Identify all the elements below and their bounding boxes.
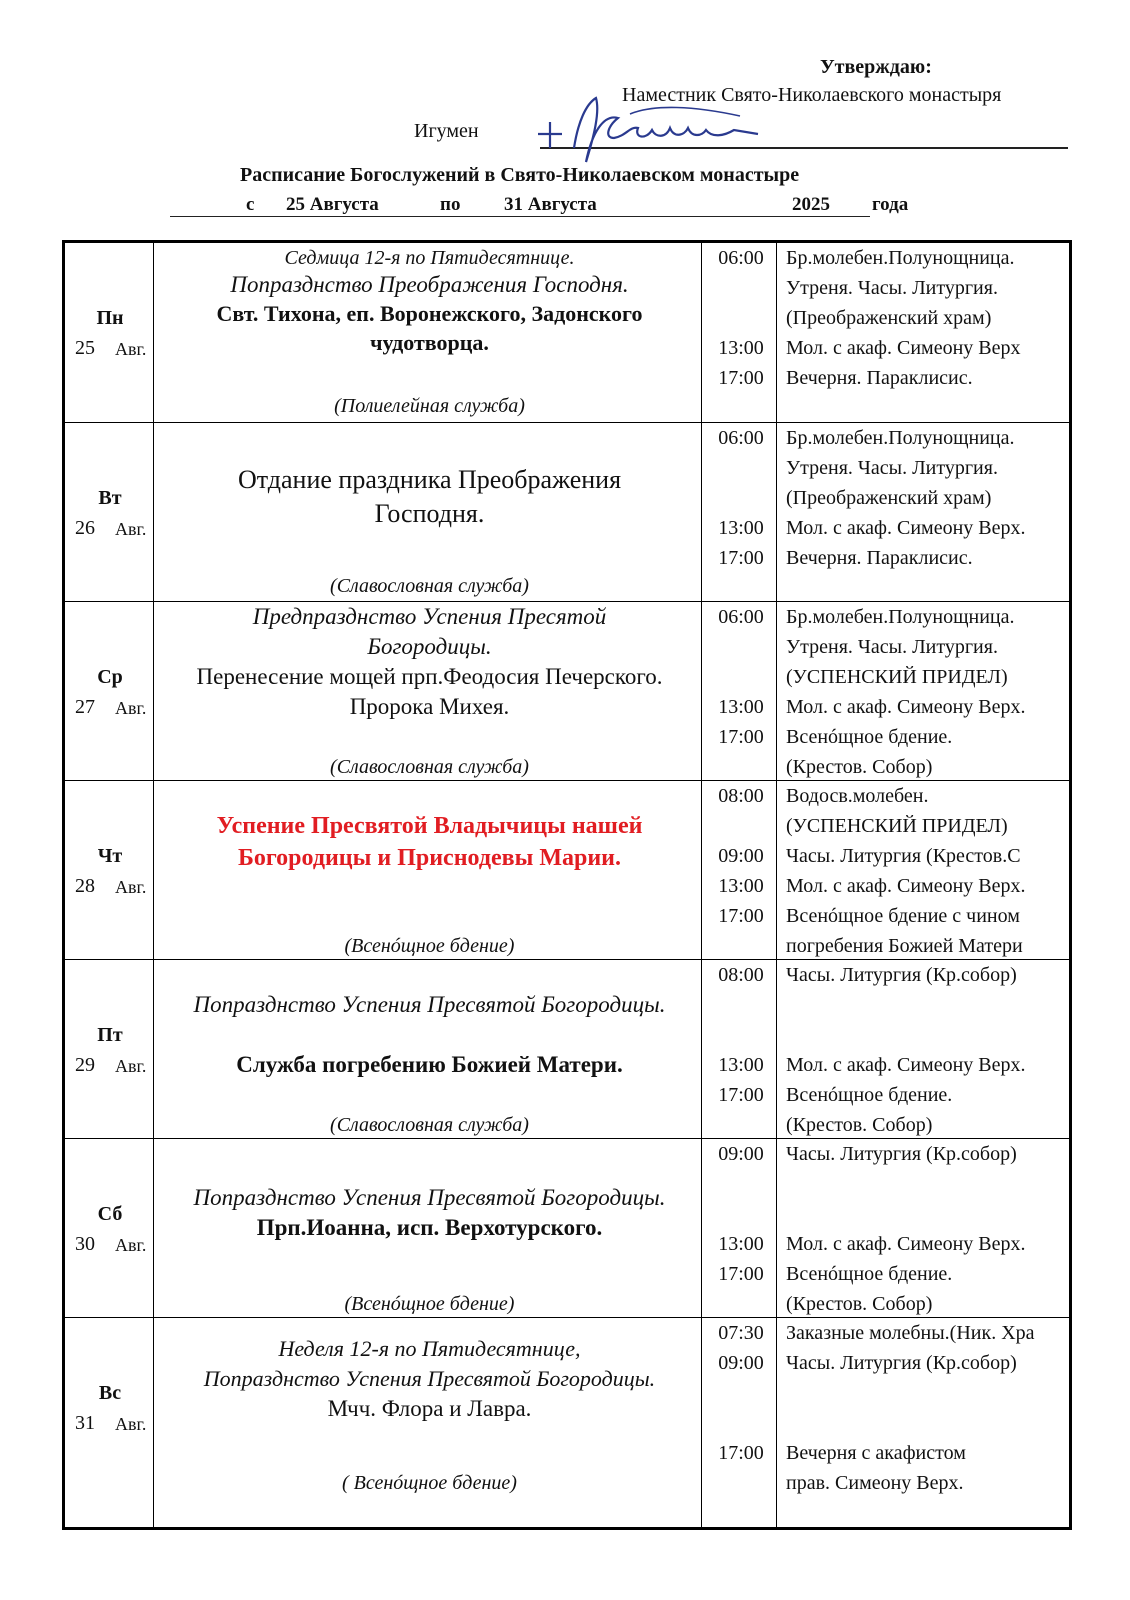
service-item: Вечерня с акафистом [786, 1442, 966, 1464]
feast-line: Предпразднство Успения Пресятой [252, 604, 607, 629]
feast-line: Перенесение мощей прп.Феодосия Печерского. [196, 664, 663, 689]
day-number: 28 [75, 875, 95, 897]
service-time: 06:00 [718, 606, 764, 628]
period-to-label: по [440, 194, 461, 215]
feast-line: Богородицы и Приснодевы Марии. [238, 845, 621, 871]
service-item: Утреня. Часы. Литургия. [786, 277, 998, 299]
service-item: Мол. с акаф. Симеону Верх. [786, 1054, 1026, 1076]
weekday: Пн [96, 307, 124, 329]
feast-line: чудотворца. [370, 330, 489, 355]
approve-heading: Утверждаю: [820, 56, 932, 78]
service-item: Заказные молебны.(Ник. Хра [786, 1322, 1035, 1344]
feast-description [157, 423, 702, 606]
feast-line: Успение Пресвятой Владычицы нашей [216, 813, 643, 839]
day-cell [65, 423, 155, 606]
period-from-label: с [246, 194, 255, 215]
period-year-label: года [872, 194, 909, 215]
services-cell [780, 602, 1069, 785]
service-time: 09:00 [718, 1352, 764, 1374]
period-year: 2025 [792, 194, 830, 215]
service-item: Бр.молебен.Полунощница. [786, 247, 1015, 269]
table-row [65, 1317, 1069, 1528]
services-cell [780, 423, 1069, 606]
service-item: (Крестов. Собор) [786, 1114, 933, 1136]
service-item: Часы. Литургия (Кр.собор) [786, 1143, 1017, 1165]
service-time: 13:00 [718, 696, 764, 718]
service-item: Утреня. Часы. Литургия. [786, 636, 998, 658]
feast-description [157, 243, 702, 426]
weekday: Пт [97, 1024, 123, 1046]
service-time: 06:00 [718, 427, 764, 449]
services-cell [780, 960, 1069, 1143]
weekday: Вт [98, 487, 122, 509]
table-row [65, 1138, 1069, 1322]
feast-description [157, 1318, 702, 1528]
service-time: 17:00 [718, 726, 764, 748]
feast-description [157, 781, 702, 964]
service-time: 08:00 [718, 785, 764, 807]
day-number: 31 [75, 1412, 95, 1434]
table-row [65, 780, 1069, 964]
services-cell [780, 243, 1069, 426]
table-row [65, 959, 1069, 1143]
service-item: Часы. Литургия (Кр.собор) [786, 1352, 1017, 1374]
service-type: (Всенóщное бдение) [344, 1293, 515, 1315]
service-time: 09:00 [718, 1143, 764, 1165]
service-type: ( Всенóщное бдение) [342, 1472, 517, 1494]
day-month: Авг. [115, 1056, 147, 1076]
times-cell [704, 243, 778, 426]
day-number: 25 [75, 337, 95, 359]
service-time: 07:30 [718, 1322, 764, 1344]
service-time: 06:00 [718, 247, 764, 269]
day-cell [65, 243, 155, 426]
day-month: Авг. [115, 1235, 147, 1255]
table-row [65, 422, 1069, 606]
feast-line: Попразднство Успения Пресвятой Богородицы. [203, 1366, 656, 1391]
weekday: Вс [98, 1382, 122, 1404]
service-item: (Крестов. Собор) [786, 1293, 933, 1315]
day-number: 27 [75, 696, 95, 718]
service-item: Часы. Литургия (Кр.собор) [786, 964, 1017, 986]
service-item: прав. Симеону Верх. [786, 1472, 964, 1494]
feast-line: Свт. Тихона, еп. Воронежского, Задонского [216, 301, 643, 326]
signature [534, 92, 764, 172]
day-month: Авг. [115, 519, 147, 539]
service-item: Мол. с акаф. Симеону Верх. [786, 875, 1026, 897]
service-item: (Крестов. Собор) [786, 756, 933, 778]
service-time: 09:00 [718, 845, 764, 867]
service-time: 13:00 [718, 337, 764, 359]
igumen-label: Игумен [414, 120, 479, 142]
service-item: Бр.молебен.Полунощница. [786, 427, 1015, 449]
service-item: Всенóщное бдение с чином [786, 905, 1020, 927]
times-cell [704, 1139, 778, 1322]
day-month: Авг. [115, 877, 147, 897]
feast-line: Седмица 12-я по Пятидесятнице. [284, 247, 575, 269]
service-item: (Преображенский храм) [786, 487, 992, 509]
service-time: 17:00 [718, 1442, 764, 1464]
feast-line: Господня. [374, 499, 485, 528]
day-number: 29 [75, 1054, 95, 1076]
table-row [65, 243, 1069, 426]
service-item: погребения Божией Матери [786, 935, 1023, 957]
schedule-title: Расписание Богослужений в Свято-Николаевском монастыре [240, 164, 800, 186]
feast-line: Прп.Иоанна, исп. Верхотурского. [256, 1215, 603, 1240]
schedule-table [62, 240, 1072, 1530]
feast-line: Служба погребению Божией Матери. [236, 1052, 623, 1077]
day-number: 26 [75, 517, 95, 539]
service-time: 08:00 [718, 964, 764, 986]
service-item: Вечерня. Параклисис. [786, 547, 973, 569]
day-month: Авг. [115, 1414, 147, 1434]
times-cell [704, 781, 778, 964]
feast-line: Попразднство Успения Пресвятой Богородицы. [193, 1185, 666, 1210]
day-cell [65, 781, 155, 964]
feast-line: Мчч. Флора и Лавра. [327, 1396, 532, 1421]
services-cell [780, 1318, 1069, 1528]
service-type: (Полиелейная служба) [334, 395, 525, 417]
times-cell [704, 423, 778, 606]
service-item: Мол. с акаф. Симеону Верх [786, 337, 1021, 359]
service-type: (Всенóщное бдение) [344, 935, 515, 957]
service-item: Часы. Литургия (Крестов.С [786, 845, 1021, 867]
service-item: Мол. с акаф. Симеону Верх. [786, 517, 1026, 539]
day-cell [65, 1318, 155, 1528]
day-month: Авг. [115, 698, 147, 718]
services-cell [780, 781, 1069, 964]
abbot-title: Наместник Свято-Николаевского монастыря [622, 84, 1002, 106]
service-item: Всенóщное бдение. [786, 1263, 953, 1285]
times-cell [704, 602, 778, 785]
service-item: (Преображенский храм) [786, 307, 992, 329]
service-time: 17:00 [718, 905, 764, 927]
weekday: Сб [97, 1203, 123, 1225]
service-time: 13:00 [718, 875, 764, 897]
period-from-date: 25 Августа [286, 194, 379, 215]
service-item: Мол. с акаф. Симеону Верх. [786, 1233, 1026, 1255]
service-item: Бр.молебен.Полунощница. [786, 606, 1015, 628]
day-number: 30 [75, 1233, 95, 1255]
feast-line: Попразднство Преображения Господня. [230, 272, 629, 297]
feast-line: Неделя 12-я по Пятидесятнице, [278, 1336, 581, 1361]
services-cell [780, 1139, 1069, 1322]
day-month: Авг. [115, 339, 147, 359]
service-time: 13:00 [718, 517, 764, 539]
service-item: Утреня. Часы. Литургия. [786, 457, 998, 479]
feast-description [157, 1139, 702, 1322]
feast-line: Попразднство Успения Пресвятой Богородицы. [193, 992, 666, 1017]
table-row [65, 601, 1069, 785]
service-item: Всенóщное бдение. [786, 726, 953, 748]
day-cell [65, 960, 155, 1143]
period-underline [170, 216, 870, 217]
feast-description [157, 960, 702, 1143]
period-to-date: 31 Августа [504, 194, 597, 215]
times-cell [704, 960, 778, 1143]
weekday: Ср [97, 666, 123, 688]
service-time: 13:00 [718, 1233, 764, 1255]
service-type: (Славословная служба) [330, 575, 529, 597]
service-time: 17:00 [718, 367, 764, 389]
times-cell [704, 1318, 778, 1528]
service-item: Мол. с акаф. Симеону Верх. [786, 696, 1026, 718]
service-time: 13:00 [718, 1054, 764, 1076]
service-time: 17:00 [718, 1263, 764, 1285]
feast-line: Богородицы. [367, 634, 492, 659]
feast-description [157, 602, 702, 785]
service-type: (Славословная служба) [330, 1114, 529, 1136]
service-item: (УСПЕНСКИЙ ПРИДЕЛ) [786, 666, 1008, 688]
weekday: Чт [97, 845, 123, 867]
feast-line: Пророка Михея. [349, 694, 510, 719]
day-cell [65, 1139, 155, 1322]
service-time: 17:00 [718, 547, 764, 569]
service-item: (УСПЕНСКИЙ ПРИДЕЛ) [786, 815, 1008, 837]
feast-line: Отдание праздника Преображения [237, 465, 622, 494]
service-type: (Славословная служба) [330, 756, 529, 778]
day-cell [65, 602, 155, 785]
service-item: Вечерня. Параклисис. [786, 367, 973, 389]
service-time: 17:00 [718, 1084, 764, 1106]
service-item: Водосв.молебен. [786, 785, 929, 807]
service-item: Всенóщное бдение. [786, 1084, 953, 1106]
